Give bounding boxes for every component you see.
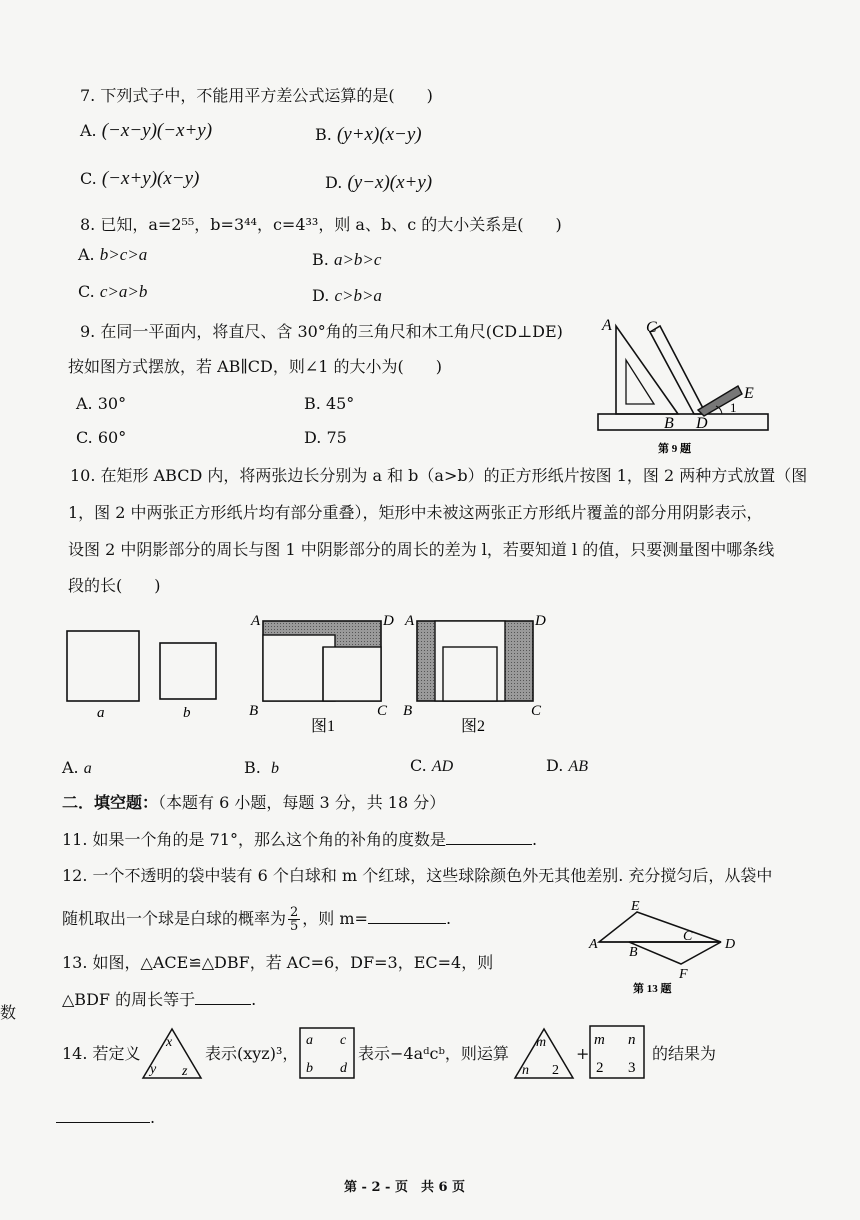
svg-text:n: n: [628, 1032, 636, 1048]
q14-prefix: 14. 若定义: [62, 1044, 141, 1063]
q13-label-e: E: [631, 899, 640, 914]
q9-label-a: A: [602, 317, 612, 334]
q7-option-b[interactable]: B. (y+x)(x−y): [315, 124, 422, 145]
q7-option-c[interactable]: C. (−x+y)(x−y): [80, 168, 200, 189]
q9-label-e: E: [744, 385, 754, 402]
q8-option-b[interactable]: B. a>b>c: [312, 250, 382, 269]
fig2-label-d: D: [535, 613, 546, 629]
q14-means2: 表示−4aᵈcᵇ，则运算: [358, 1044, 509, 1063]
q9-stem-line1: 9. 在同一平面内，将直尺、含 30°角的三角尺和木工角尺(CD⊥DE): [80, 322, 563, 341]
triangle-ace: [599, 912, 721, 942]
q8-stem: 8. 已知，a=2⁵⁵，b=3⁴⁴，c=4³³，则 a、b、c 的大小关系是( ): [80, 215, 562, 234]
q9-label-c: C: [646, 319, 657, 336]
fig2-square-b: [443, 647, 497, 701]
svg-text:b: b: [306, 1061, 313, 1076]
q11-answer-blank[interactable]: [446, 844, 532, 845]
fig2-label-c: C: [531, 703, 542, 719]
q10-figure: [55, 605, 575, 740]
q9-label-b: B: [664, 415, 674, 432]
q10-stem-line3: 设图 2 中阴影部分的周长与图 1 中阴影部分的周长的差为 l，若要知道 l 的值，只要测量图中哪条线: [68, 540, 775, 559]
q14-triangle-mn2: [512, 1026, 576, 1082]
q13-label-a: A: [589, 937, 598, 952]
set-square-shape: [616, 326, 678, 414]
fig1-caption: 图1: [311, 718, 336, 735]
q14-means1: 表示(xyz)³，: [205, 1044, 299, 1063]
fig2-caption: 图2: [461, 718, 486, 735]
svg-text:a: a: [306, 1033, 313, 1048]
fig2-label-b: B: [403, 703, 413, 719]
q8-option-a[interactable]: A. b>c>a: [78, 245, 148, 264]
q7-stem: 7. 下列式子中，不能用平方差公式运算的是( ): [80, 86, 433, 105]
ruler-shape: [598, 414, 768, 430]
fig1-label-a: A: [251, 613, 261, 629]
q7-option-d[interactable]: D. (y−x)(x+y): [325, 172, 433, 193]
q14-suffix: 的结果为: [652, 1044, 717, 1063]
q13-label-c: C: [683, 929, 693, 944]
q10-option-c[interactable]: C. AD: [410, 756, 454, 775]
svg-text:n: n: [522, 1063, 529, 1078]
q14-answer-blank[interactable]: [56, 1122, 150, 1123]
q13-figure: [585, 898, 755, 998]
q13-label-d: D: [725, 937, 736, 952]
q12-fraction: $\frac{2}{5}$: [290, 905, 299, 934]
square-a-label: a: [97, 705, 105, 721]
q12-stem-line2: 随机取出一个球是白球的概率为 $\frac{2}{5}$ ，则 m= .: [62, 905, 452, 934]
fig1-label-c: C: [377, 703, 388, 719]
q7-option-a[interactable]: A. (−x−y)(−x+y): [80, 120, 213, 141]
q9-stem-line2: 按如图方式摆放，若 AB∥CD，则∠1 的大小为( ): [68, 357, 443, 376]
q13-stem-line2: △BDF 的周长等于 .: [62, 990, 257, 1009]
square-b: [160, 643, 216, 699]
q10-option-d[interactable]: D. AB: [546, 756, 588, 775]
q10-stem-line4: 段的长( ): [68, 576, 161, 595]
svg-text:c: c: [340, 1033, 347, 1048]
svg-text:x: x: [166, 1035, 173, 1050]
q14-plus: +: [576, 1044, 590, 1063]
q13-stem-line1: 13. 如图，△ACE≌△DBF，若 AC=6，DF=3，EC=4，则: [62, 953, 494, 972]
svg-text:m: m: [594, 1032, 605, 1048]
q9-label-d: D: [696, 415, 708, 432]
square-a: [67, 631, 139, 701]
q13-answer-blank[interactable]: [195, 1004, 251, 1005]
q14-box-mn23: [588, 1024, 646, 1080]
q10-stem-line1: 10. 在矩形 ABCD 内，将两张边长分别为 a 和 b（a>b）的正方形纸片按图 1，图 2 两种方式放置（图: [70, 466, 808, 485]
q9-option-a[interactable]: A. 30°: [76, 394, 127, 413]
q9-option-c[interactable]: C. 60°: [76, 428, 127, 447]
q10-option-b[interactable]: B. b: [244, 758, 280, 777]
fig2-label-a: A: [405, 613, 415, 629]
margin-char: 数: [0, 1003, 17, 1022]
q9-label-1: 1: [730, 400, 737, 415]
q10-option-a[interactable]: A. a: [62, 758, 92, 777]
fig1-label-b: B: [249, 703, 259, 719]
q8-option-d[interactable]: D. c>b>a: [312, 286, 382, 305]
svg-text:z: z: [182, 1064, 188, 1079]
page-footer: 第 - 2 - 页 共 6 页: [344, 1180, 466, 1195]
q12-stem-line1: 12. 一个不透明的袋中装有 6 个白球和 m 个红球，这些球除颜色外无其他差别. 充分搅匀后，从袋中: [62, 866, 773, 885]
q8-option-c[interactable]: C. c>a>b: [78, 282, 148, 301]
q9-figure: [590, 312, 780, 462]
q10-stem-line2: 1，图 2 中两张正方形纸片均有部分重叠），矩形中未被这两张正方形纸片覆盖的部分用阴影表示，: [68, 503, 763, 522]
square-b-label: b: [183, 705, 191, 721]
q13-label-f: F: [679, 967, 688, 982]
section2-heading: 二．填空题：（本题有 6 小题，每题 3 分，共 18 分）: [62, 793, 446, 812]
q14-answer-line: .: [56, 1108, 155, 1127]
q9-option-d[interactable]: D. 75: [304, 428, 347, 447]
carpenter-square-long: [650, 326, 706, 414]
q14-box-abcd: [298, 1026, 356, 1080]
q9-option-b[interactable]: B. 45°: [304, 394, 355, 413]
q13-caption: 第 13 题: [633, 983, 672, 995]
q11-stem: 11. 如果一个角的是 71°，那么这个角的补角的度数是 .: [62, 830, 538, 849]
svg-text:2: 2: [552, 1063, 559, 1078]
fig1-label-d: D: [383, 613, 394, 629]
svg-text:3: 3: [628, 1060, 636, 1076]
q14-triangle-xyz: [140, 1026, 204, 1082]
svg-text:d: d: [340, 1061, 347, 1076]
svg-text:m: m: [536, 1035, 547, 1050]
q12-answer-blank[interactable]: [368, 923, 446, 924]
q9-caption: 第 9 题: [658, 443, 691, 455]
fig1-square-b: [323, 647, 381, 701]
q13-label-b: B: [629, 945, 638, 960]
triangle-dbf: [629, 942, 721, 964]
svg-text:2: 2: [596, 1060, 604, 1076]
svg-text:y: y: [150, 1062, 157, 1077]
